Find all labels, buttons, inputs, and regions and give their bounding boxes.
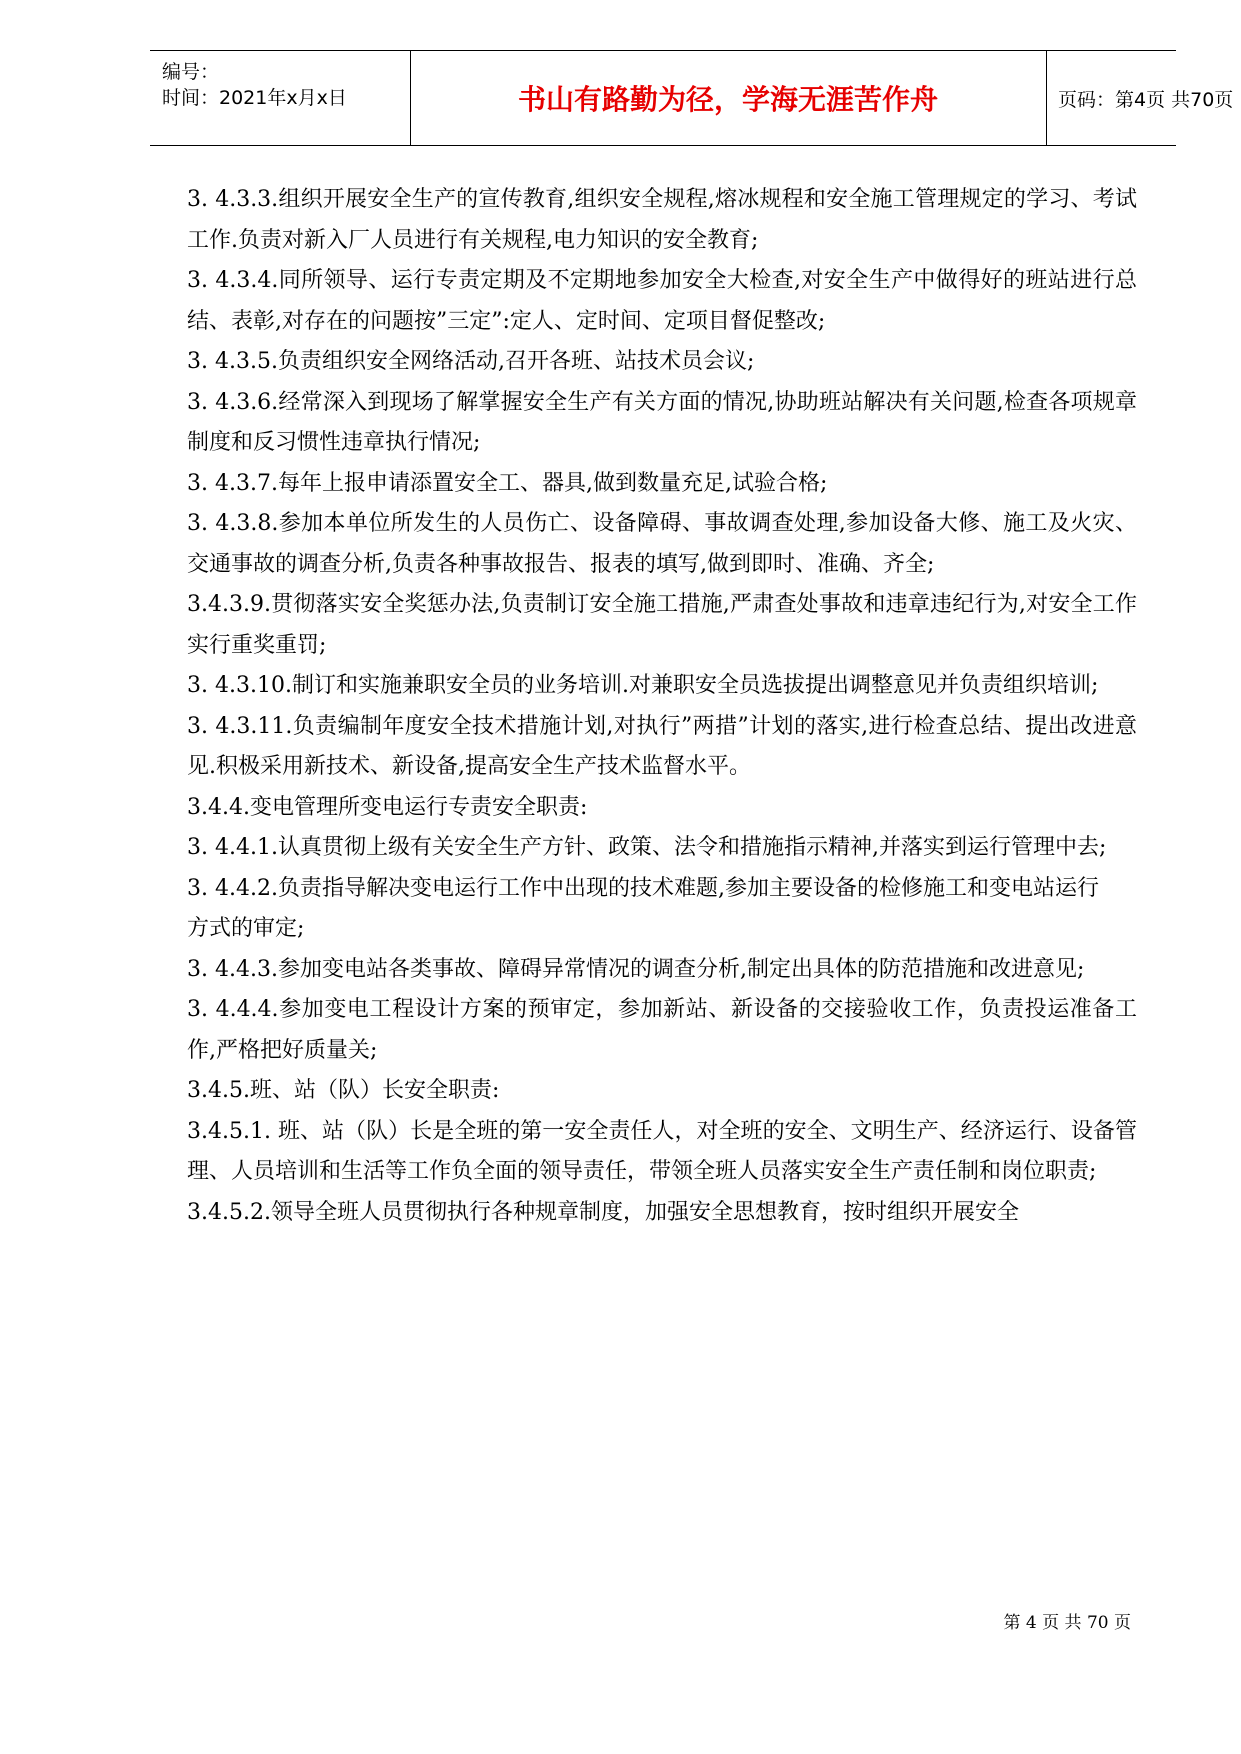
paragraph: 3. 4.3.7.每年上报申请添置安全工、器具,做到数量充足,试验合格; bbox=[187, 470, 828, 496]
page-header bbox=[150, 50, 1234, 146]
paragraph: 3. 4.3.3.组织开展安全生产的宣传教育,组织安全规程,熔冰规程和安全施工管理规定的学习、考试工作.负责对新入厂人员进行有关规程,电力知识的安全教育; bbox=[187, 187, 1137, 253]
paragraph: 3. 4.4.2.负责指导解决变电运行工作中出现的技术难题,参加主要设备的检修施工和变电站运行 bbox=[187, 875, 1099, 901]
page-footer: 第 4 页 共 70 页 bbox=[1003, 1613, 1131, 1633]
paragraph: 3.4.3.9.贯彻落实安全奖惩办法,负责制订安全施工措施,严肃查处事故和违章违纪行为,对安全工作实行重奖重罚; bbox=[187, 592, 1137, 658]
paragraph: 3. 4.3.8.参加本单位所发生的人员伤亡、设备障碍、事故调查处理,参加设备大修、施工及火灾、交通事故的调查分析,负责各种事故报告、报表的填写,做到即时、准确、齐全; bbox=[187, 511, 1137, 577]
section-heading: 3.4.5.班、站（队）长安全职责: bbox=[187, 1078, 500, 1103]
paragraph: 3. 4.3.6.经常深入到现场了解掌握安全生产有关方面的情况,协助班站解决有关问题,检查各项规章制度和反习惯性违章执行情况; bbox=[187, 389, 1137, 455]
paragraph: 3. 4.4.4.参加变电工程设计方案的预审定，参加新站、新设备的交接验收工作，负责投运准备工作,严格把好质量关; bbox=[187, 997, 1137, 1063]
paragraph: 3. 4.3.11.负责编制年度安全技术措施计划,对执行”两措”计划的落实,进行检查总结、提出改进意见.积极采用新技术、新设备,提高安全生产技术监督水平。 bbox=[187, 713, 1137, 779]
document-date-label: 时间：2021年x月x日 bbox=[162, 87, 347, 109]
paragraph: 3. 4.3.10.制订和实施兼职安全员的业务培训.对兼职安全员选拔提出调整意见并负责组织培训; bbox=[187, 673, 1099, 698]
header-info-cell bbox=[150, 51, 411, 145]
paragraph: 3. 4.4.1.认真贯彻上级有关安全生产方针、政策、法令和措施指示精神,并落实到运行管理中去; bbox=[187, 835, 1107, 860]
paragraph: 3. 4.3.5.负责组织安全网络活动,召开各班、站技术员会议; bbox=[187, 349, 755, 374]
paragraph: 3. 4.4.3.参加变电站各类事故、障碍异常情况的调查分析,制定出具体的防范措施和改进意见; bbox=[187, 956, 1085, 982]
section-heading: 3.4.4.变电管理所变电运行专责安全职责: bbox=[187, 794, 588, 820]
header-motto: 书山有路勤为径，学海无涯苦作舟 bbox=[410, 51, 1047, 145]
document-body bbox=[187, 180, 1137, 1233]
document-number-label: 编号： bbox=[162, 61, 220, 83]
paragraph: 3.4.5.2.领导全班人员贯彻执行各种规章制度，加强安全思想教育，按时组织开展安全 bbox=[187, 1199, 1019, 1225]
paragraph: 方式的审定; bbox=[187, 916, 305, 941]
paragraph: 3.4.5.1. 班、站（队）长是全班的第一安全责任人，对全班的安全、文明生产、经济运行、设备管理、人员培训和生活等工作负全面的领导责任，带领全班人员落实安全生产责任制和岗位职责; bbox=[187, 1118, 1137, 1184]
paragraph: 3. 4.3.4.同所领导、运行专责定期及不定期地参加安全大检查,对安全生产中做得好的班站进行总结、表彰,对存在的问题按”三定”:定人、定时间、定项目督促整改; bbox=[187, 268, 1137, 334]
header-page-info: 页码：第4页 共70页 bbox=[1058, 88, 1234, 111]
